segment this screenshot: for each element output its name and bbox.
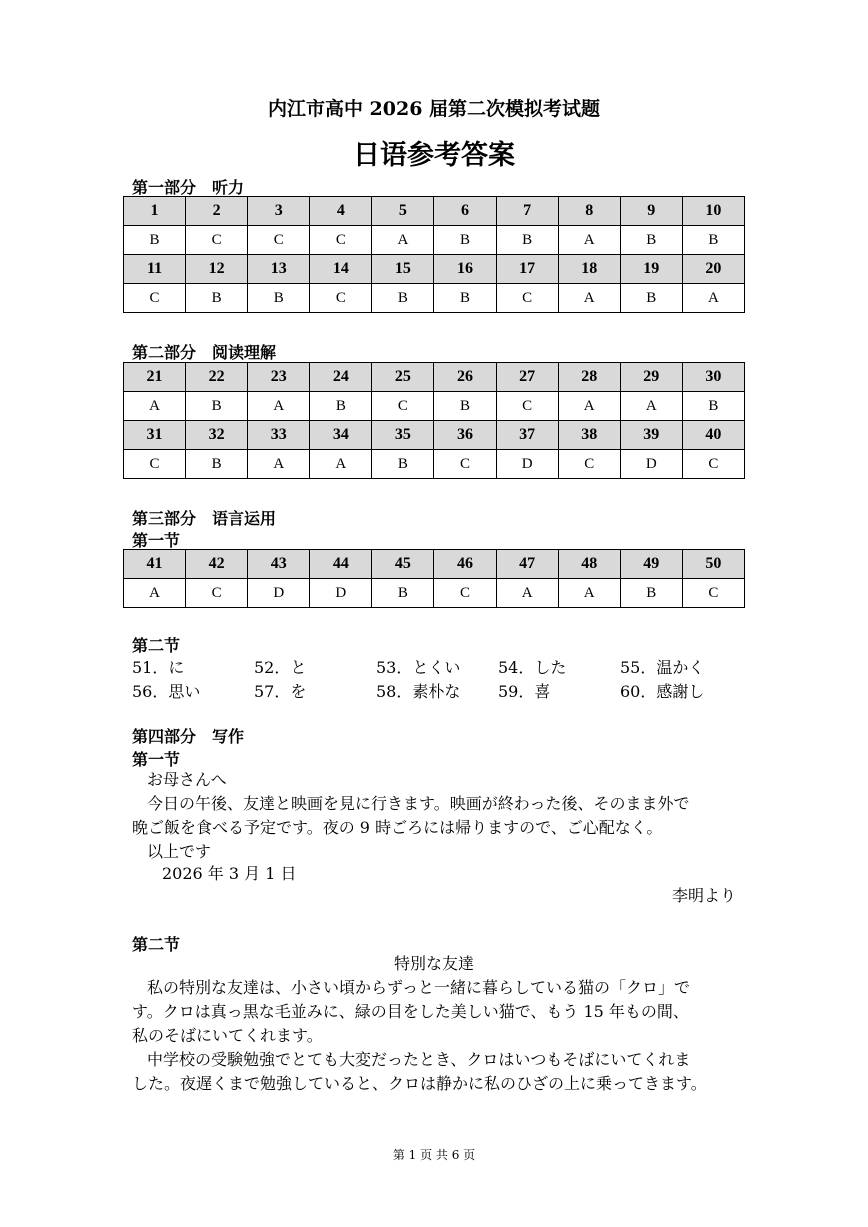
- answer-cell: C: [310, 284, 372, 313]
- letter-date: 2026 年 3 月 1 日: [162, 864, 297, 883]
- question-number: 20: [682, 255, 744, 284]
- question-number: 38: [558, 421, 620, 450]
- part4-section2-heading: 第二节: [132, 935, 181, 954]
- question-number: 41: [124, 550, 186, 579]
- answer-cell: A: [682, 284, 744, 313]
- answer-cell: B: [434, 226, 496, 255]
- answer-cell: C: [434, 450, 496, 479]
- question-number: 13: [248, 255, 310, 284]
- answer-cell: C: [124, 284, 186, 313]
- answer-row: [124, 284, 745, 313]
- answer-row: [124, 450, 745, 479]
- answer-cell: C: [434, 579, 496, 608]
- part3-section2-heading: 第二节: [132, 636, 181, 655]
- answer-cell: B: [186, 392, 248, 421]
- question-number: 49: [620, 550, 682, 579]
- question-number-row: [124, 197, 745, 226]
- answer-row: [124, 579, 745, 608]
- question-number: 27: [496, 363, 558, 392]
- question-number: 12: [186, 255, 248, 284]
- letter-greeting: お母さんへ: [147, 770, 227, 789]
- answer-cell: A: [310, 450, 372, 479]
- question-number: 45: [372, 550, 434, 579]
- answer-cell: A: [248, 450, 310, 479]
- question-number: 7: [496, 197, 558, 226]
- answer-cell: B: [372, 450, 434, 479]
- answer-cell: B: [620, 284, 682, 313]
- question-number: 4: [310, 197, 372, 226]
- question-number: 33: [248, 421, 310, 450]
- question-number: 24: [310, 363, 372, 392]
- answer-cell: B: [682, 392, 744, 421]
- question-number: 39: [620, 421, 682, 450]
- question-number: 25: [372, 363, 434, 392]
- question-number: 28: [558, 363, 620, 392]
- part4-heading: 第四部分 写作: [132, 727, 245, 746]
- answer-cell: A: [124, 392, 186, 421]
- essay-line: 中学校の受験勉強でとても大変だったとき、クロはいつもそばにいてくれま: [147, 1050, 691, 1069]
- answer-cell: B: [186, 450, 248, 479]
- question-number: 32: [186, 421, 248, 450]
- letter-line: 今日の午後、友達と映画を見に行きます。映画が終わった後、そのまま外で: [147, 794, 690, 813]
- question-number: 10: [682, 197, 744, 226]
- question-number: 2: [186, 197, 248, 226]
- question-number-row: [124, 255, 745, 284]
- answer-cell: B: [620, 579, 682, 608]
- part3-answer-table: [123, 549, 745, 608]
- question-number: 40: [682, 421, 744, 450]
- answer-cell: A: [620, 392, 682, 421]
- question-number: 21: [124, 363, 186, 392]
- question-number: 35: [372, 421, 434, 450]
- question-number: 44: [310, 550, 372, 579]
- answer-cell: D: [310, 579, 372, 608]
- essay-line: 私の特別な友達は、小さい頃からずっと一緒に暮らしている猫の「クロ」で: [147, 978, 691, 997]
- part1-answer-table: [123, 196, 745, 313]
- essay-line: 私のそばにいてくれます。: [132, 1026, 323, 1045]
- answer-cell: D: [620, 450, 682, 479]
- question-number: 48: [558, 550, 620, 579]
- fill-answer: 51．に: [132, 658, 185, 677]
- fill-answer-row: [132, 679, 752, 703]
- fill-answer: 56．思い: [132, 682, 201, 701]
- answer-cell: B: [310, 392, 372, 421]
- answer-cell: A: [558, 392, 620, 421]
- part2-heading: 第二部分 阅读理解: [132, 343, 277, 362]
- answer-cell: B: [434, 284, 496, 313]
- question-number: 11: [124, 255, 186, 284]
- question-number: 17: [496, 255, 558, 284]
- fill-answer: 57．を: [254, 682, 307, 701]
- question-number: 37: [496, 421, 558, 450]
- question-number: 47: [496, 550, 558, 579]
- question-number: 3: [248, 197, 310, 226]
- answer-cell: B: [248, 284, 310, 313]
- question-number: 42: [186, 550, 248, 579]
- question-number: 26: [434, 363, 496, 392]
- answer-row: [124, 392, 745, 421]
- answer-cell: B: [682, 226, 744, 255]
- question-number: 29: [620, 363, 682, 392]
- question-number: 15: [372, 255, 434, 284]
- question-number: 30: [682, 363, 744, 392]
- question-number: 18: [558, 255, 620, 284]
- answer-cell: B: [434, 392, 496, 421]
- answer-cell: B: [620, 226, 682, 255]
- question-number: 19: [620, 255, 682, 284]
- answer-cell: B: [496, 226, 558, 255]
- question-number: 23: [248, 363, 310, 392]
- answer-cell: A: [558, 226, 620, 255]
- part3-heading: 第三部分 语言运用: [132, 509, 277, 528]
- question-number-row: [124, 421, 745, 450]
- answer-cell: C: [496, 392, 558, 421]
- part4-section1-heading: 第一节: [132, 750, 181, 769]
- part2-answer-table: [123, 362, 745, 479]
- fill-answer: 55．温かく: [620, 658, 705, 677]
- answer-cell: C: [124, 450, 186, 479]
- essay-title: 特別な友達: [393, 954, 474, 973]
- answer-cell: B: [186, 284, 248, 313]
- answer-row: [124, 226, 745, 255]
- question-number-row: [124, 363, 745, 392]
- answer-cell: C: [186, 579, 248, 608]
- fill-answer: 53．とくい: [376, 658, 461, 677]
- fill-answer: 59．喜: [498, 682, 551, 701]
- letter-signature: 李明より: [671, 886, 736, 905]
- question-number: 43: [248, 550, 310, 579]
- part3-section1-heading: 第一节: [132, 531, 181, 550]
- question-number: 14: [310, 255, 372, 284]
- answer-cell: C: [372, 392, 434, 421]
- fill-answer: 52．と: [254, 658, 307, 677]
- answer-cell: C: [310, 226, 372, 255]
- question-number: 9: [620, 197, 682, 226]
- exam-title: 内江市高中 2026 届第二次模拟考试题: [267, 98, 601, 120]
- question-number: 5: [372, 197, 434, 226]
- question-number: 36: [434, 421, 496, 450]
- answer-cell: C: [558, 450, 620, 479]
- essay-line: した。夜遅くまで勉強していると、クロは静かに私のひざの上に乗ってきます。: [132, 1074, 707, 1093]
- question-number: 6: [434, 197, 496, 226]
- answer-cell: A: [558, 579, 620, 608]
- answer-cell: D: [248, 579, 310, 608]
- answer-cell: B: [372, 284, 434, 313]
- question-number: 8: [558, 197, 620, 226]
- question-number: 46: [434, 550, 496, 579]
- answer-cell: A: [558, 284, 620, 313]
- answer-cell: C: [682, 450, 744, 479]
- answer-cell: A: [372, 226, 434, 255]
- answer-key-title: 日语参考答案: [353, 140, 515, 171]
- fill-answer: 60．感謝し: [620, 682, 705, 701]
- fill-answer: 58．素朴な: [376, 682, 461, 701]
- question-number: 31: [124, 421, 186, 450]
- answer-cell: A: [248, 392, 310, 421]
- answer-cell: B: [124, 226, 186, 255]
- answer-cell: C: [682, 579, 744, 608]
- question-number: 34: [310, 421, 372, 450]
- answer-cell: C: [186, 226, 248, 255]
- part1-heading: 第一部分 听力: [132, 178, 245, 197]
- answer-cell: B: [372, 579, 434, 608]
- letter-line: 晩ご飯を食べる予定です。夜の 9 時ごろには帰りますので、ご心配なく。: [132, 818, 663, 837]
- question-number: 22: [186, 363, 248, 392]
- page-number: 第 1 页 共 6 页: [392, 1148, 476, 1162]
- fill-in-answers: [132, 655, 752, 703]
- question-number: 1: [124, 197, 186, 226]
- answer-cell: C: [496, 284, 558, 313]
- question-number: 16: [434, 255, 496, 284]
- answer-cell: D: [496, 450, 558, 479]
- answer-cell: C: [248, 226, 310, 255]
- letter-closing: 以上です: [147, 842, 212, 861]
- fill-answer: 54．した: [498, 658, 567, 677]
- fill-answer-row: [132, 655, 752, 679]
- question-number: 50: [682, 550, 744, 579]
- question-number-row: [124, 550, 745, 579]
- answer-cell: A: [124, 579, 186, 608]
- answer-cell: A: [496, 579, 558, 608]
- essay-line: す。クロは真っ黒な毛並みに、緑の目をした美しい猫で、もう 15 年もの間、: [132, 1002, 689, 1021]
